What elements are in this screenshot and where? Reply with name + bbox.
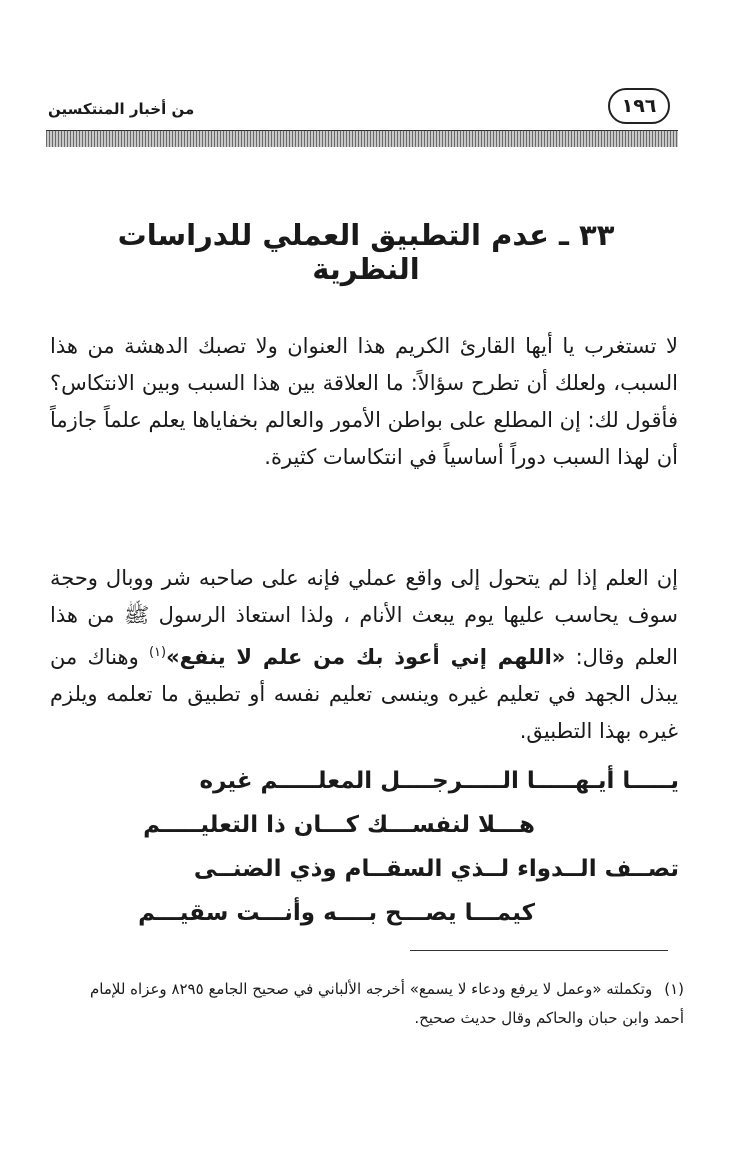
poem-line-3: تصــف الــدواء لــذي السقــام وذي الضنــى xyxy=(193,856,679,882)
chapter-title: ٣٣ ـ عدم التطبيق العملي للدراسات النظرية xyxy=(117,218,615,286)
paragraph-1: لا تستغرب يا أيها القارئ الكريم هذا العنوان ولا تصبك الدهشة من هذا السبب، ولعلك أن تطرح سؤالاً: ما العلاقة بين هذا السبب وبين الانتكاس؟ فأقول لك: إن المطلع على بواطن الأمور والعالم بخفاياها يعلم علماً جازماً أن لهذا السبب دوراً أساسياً في انتكاسات كثيرة. xyxy=(50,334,678,469)
paragraph-2-text-b: وهناك من يبذل الجهد في تعليم غيره وينسى تعليم نفسه أو تطبيق ما تعلمه ويلزم غيره بهذا التطبيق. xyxy=(50,645,678,743)
poem-line-1: يـــــا أيـهـــــا الـــــرجــــل المعلـــــم غيره xyxy=(199,768,679,794)
footnote-marker: (١) xyxy=(664,980,684,998)
footnote xyxy=(56,975,684,1033)
footnote-divider xyxy=(410,950,668,951)
poem-line-4: كيمـــا يصـــح بــــه وأنـــت سقيـــم xyxy=(138,900,535,926)
header-rule xyxy=(46,130,678,147)
running-title: من أخبار المنتكسين xyxy=(48,100,195,118)
paragraph-2 xyxy=(50,560,678,750)
page-number: ١٩٦ xyxy=(608,88,670,124)
paragraph-2-text-a: إن العلم إذا لم يتحول إلى واقع عملي فإنه على صاحبه شر ووبال وحجة سوف يحاسب عليها يوم يبعث الأنام ، ولذا استعاذ الرسول ﷺ من هذا العلم وقال: xyxy=(50,566,678,669)
poem-line-2: هـــلا لنفســـك كـــان ذا التعليـــــم xyxy=(143,812,535,838)
footnote-reference: (١) xyxy=(148,645,167,660)
footnote-text: وتكملته «وعمل لا يرفع ودعاء لا يسمع» أخرجه الألباني في صحيح الجامع ٨٢٩٥ وعزاه للإمام أحمد وابن حبان والحاكم وقال حديث صحيح. xyxy=(89,980,684,1027)
hadith-quote: «اللهم إني أعوذ بك من علم لا ينفع» xyxy=(166,645,566,669)
